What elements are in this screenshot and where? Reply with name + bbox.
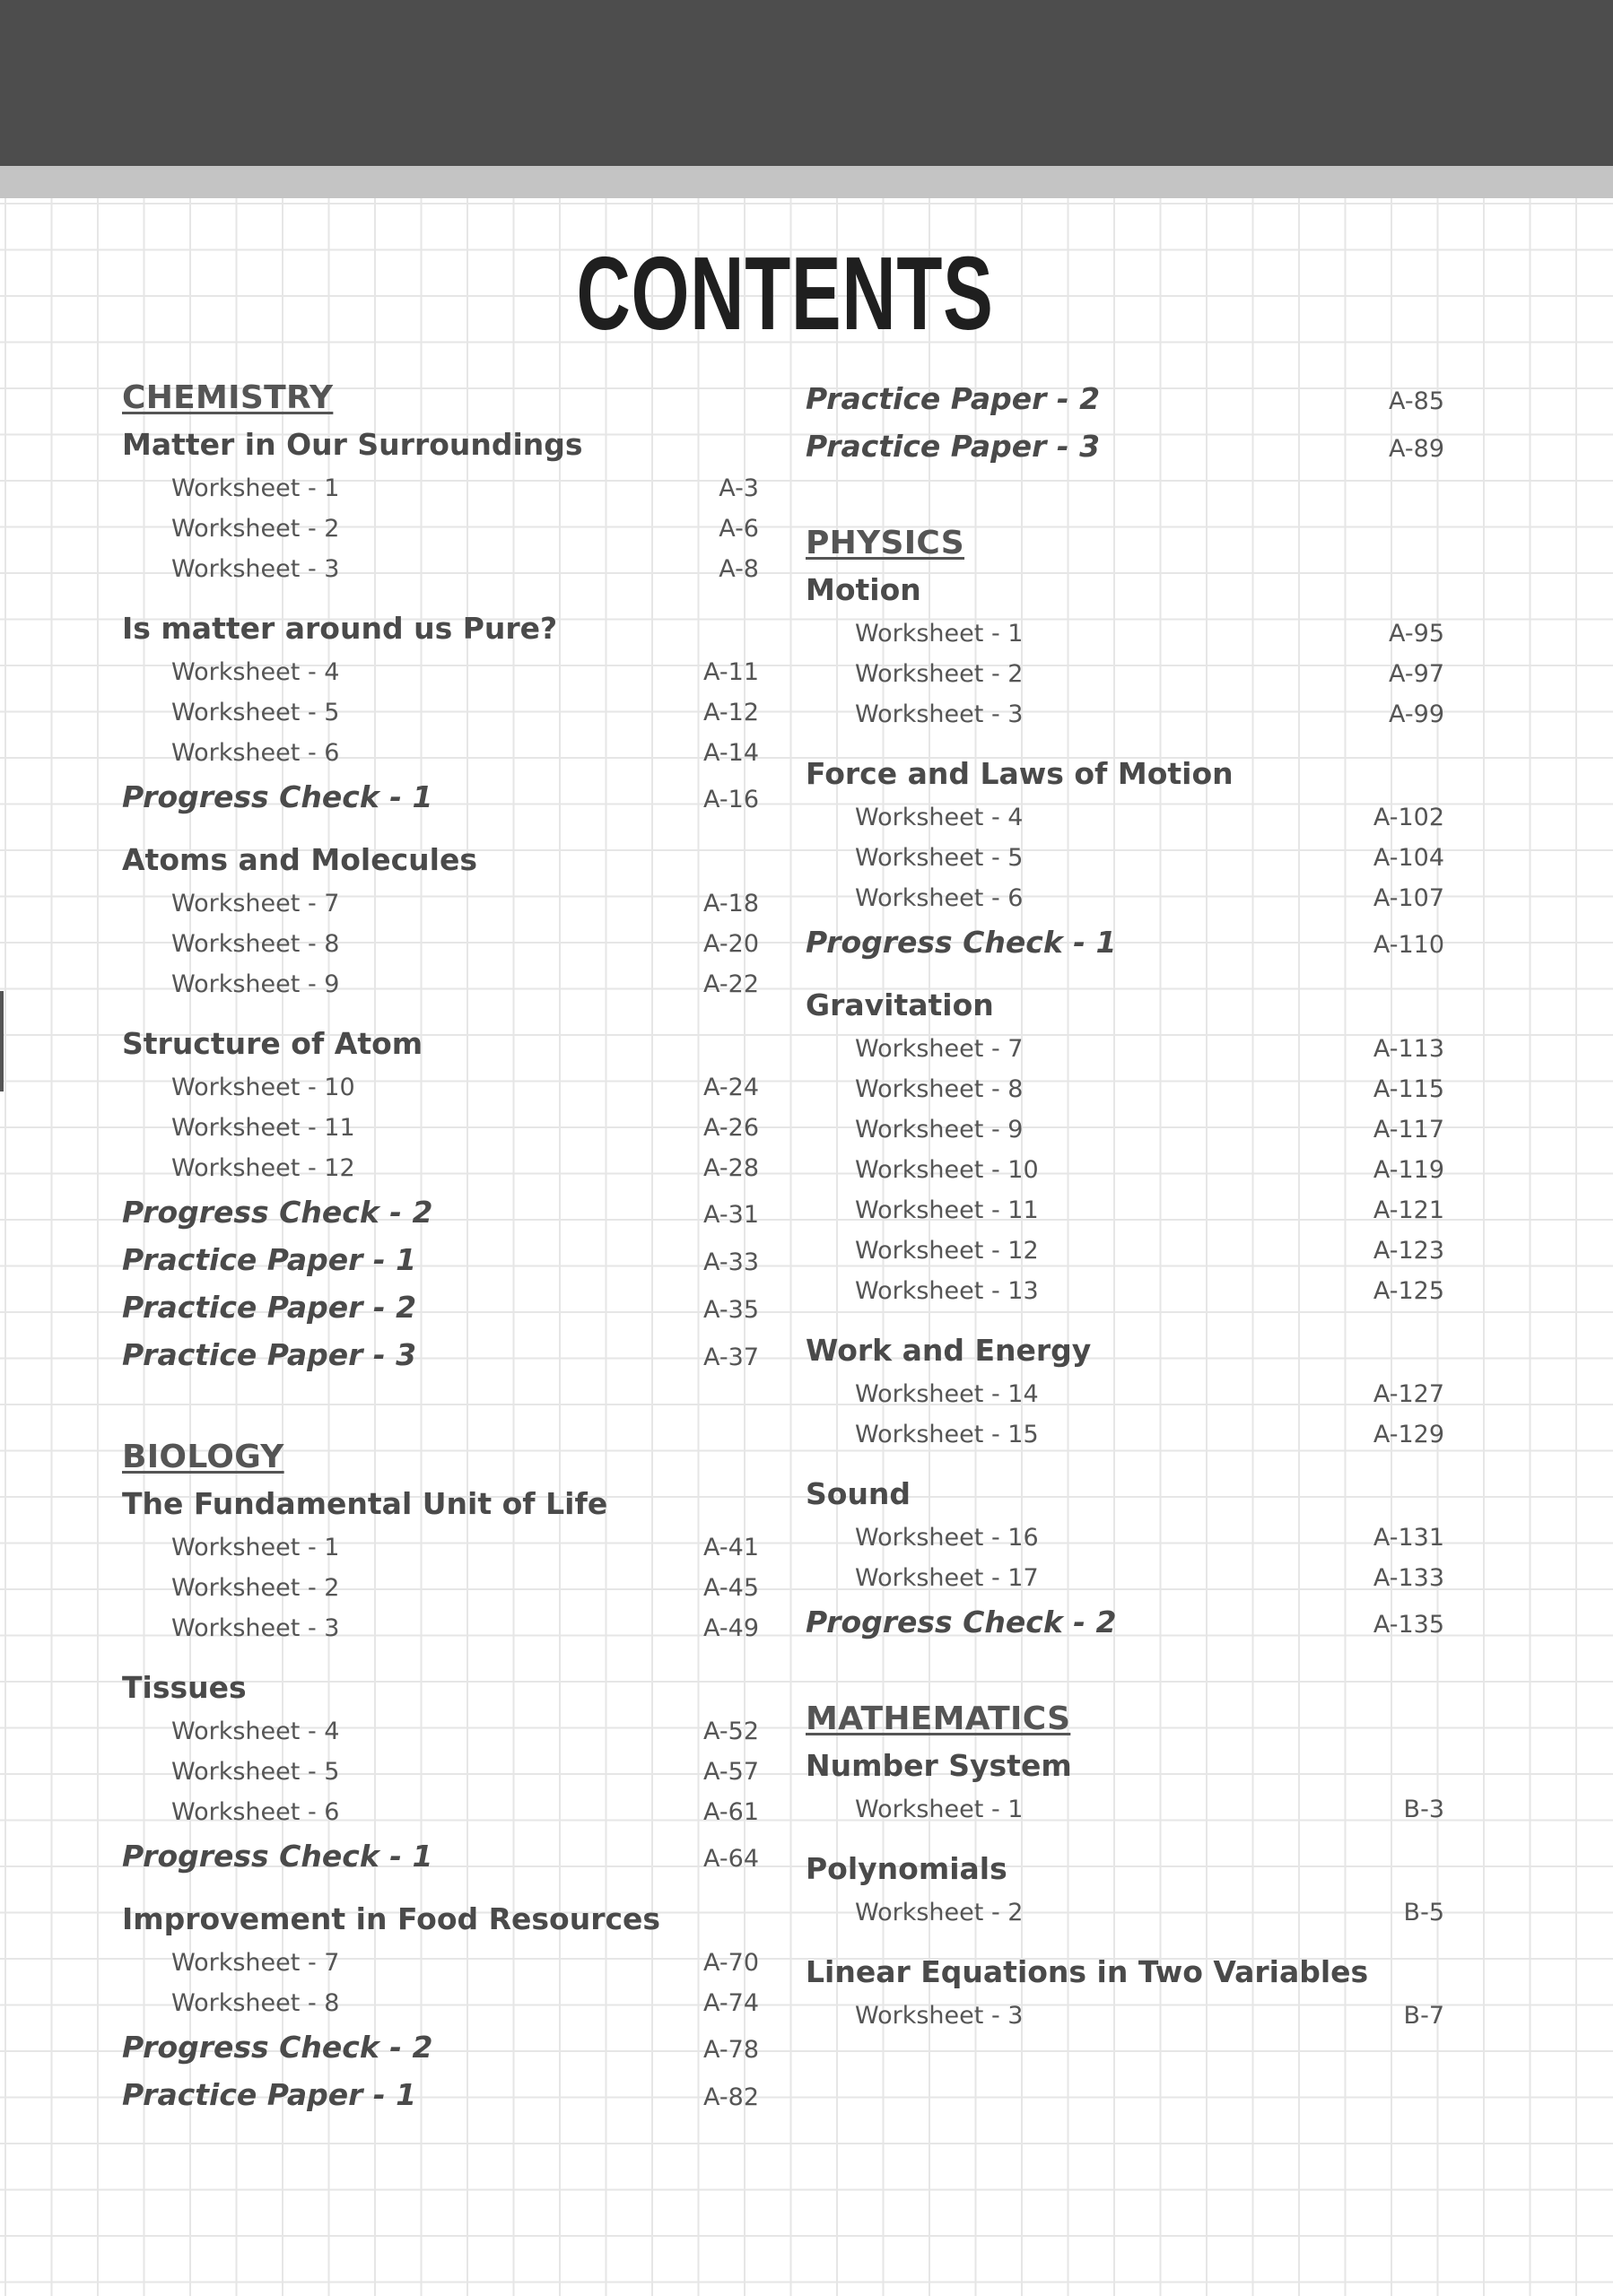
entry-label: Worksheet - 16	[855, 1524, 1039, 1552]
subject-heading-physics[interactable]: PHYSICS	[806, 525, 965, 561]
page-number: A-131	[1373, 1524, 1444, 1552]
contents-column-left	[122, 375, 759, 2118]
toc-entry[interactable]	[122, 1067, 759, 1108]
page-title: CONTENTS	[576, 235, 994, 352]
page-number: A-89	[1389, 435, 1444, 463]
progress-check-entry[interactable]	[122, 1188, 759, 1236]
entry-label: Worksheet - 12	[171, 1154, 355, 1182]
toc-entry[interactable]	[806, 694, 1444, 735]
chapter-title[interactable]: Linear Equations in Two Variables	[806, 1954, 1369, 1989]
chapter-title[interactable]: Is matter around us Pure?	[122, 611, 558, 646]
chapter-title[interactable]: Polynomials	[806, 1851, 1007, 1886]
toc-entry[interactable]	[122, 1792, 759, 1832]
toc-entry[interactable]	[122, 509, 759, 549]
page-number: A-41	[703, 1534, 759, 1561]
entry-label: Worksheet - 6	[171, 739, 340, 767]
page-number: A-45	[703, 1574, 759, 1602]
page-number: A-52	[703, 1718, 759, 1745]
toc-entry[interactable]	[806, 1518, 1444, 1558]
page-number: A-135	[1373, 1611, 1444, 1639]
entry-label: Worksheet - 2	[855, 660, 1024, 688]
entry-label: Worksheet - 2	[171, 515, 340, 543]
entry-label: Worksheet - 1	[855, 620, 1024, 648]
page-number: A-16	[703, 786, 759, 813]
toc-entry[interactable]	[806, 1069, 1444, 1109]
subject-heading-mathematics[interactable]: MATHEMATICS	[806, 1700, 1071, 1737]
page-number: A-35	[703, 1296, 759, 1324]
entry-label: Worksheet - 6	[855, 884, 1024, 912]
page-number: A-104	[1373, 844, 1444, 872]
progress-check-entry[interactable]	[806, 918, 1444, 966]
toc-entry[interactable]	[122, 883, 759, 924]
toc-entry[interactable]	[122, 549, 759, 589]
chapter-title[interactable]: Structure of Atom	[122, 1026, 423, 1061]
entry-label: Worksheet - 1	[171, 1534, 340, 1561]
toc-entry[interactable]	[806, 1892, 1444, 1933]
page-number: A-110	[1373, 931, 1444, 959]
page-number: A-74	[703, 1989, 759, 2017]
entry-label: Progress Check - 1	[122, 1839, 433, 1874]
page-number: A-123	[1373, 1237, 1444, 1265]
toc-entry[interactable]	[806, 1374, 1444, 1414]
toc-entry[interactable]	[122, 964, 759, 1004]
page-number: A-33	[703, 1248, 759, 1276]
toc-entry[interactable]	[806, 1231, 1444, 1271]
entry-label: Worksheet - 15	[855, 1421, 1039, 1448]
page-number: A-22	[703, 970, 759, 998]
chapter-title[interactable]: Number System	[806, 1748, 1072, 1783]
entry-label: Worksheet - 17	[855, 1564, 1039, 1592]
entry-label: Worksheet - 4	[855, 804, 1024, 831]
entry-label: Worksheet - 4	[171, 1718, 340, 1745]
toc-entry[interactable]	[806, 1558, 1444, 1598]
progress-check-entry[interactable]	[122, 2023, 759, 2071]
toc-entry[interactable]	[122, 1711, 759, 1752]
toc-entry[interactable]	[122, 652, 759, 692]
entry-label: Worksheet - 7	[855, 1035, 1024, 1063]
entry-label: Worksheet - 13	[855, 1277, 1039, 1305]
page-number: A-14	[703, 739, 759, 767]
entry-label: Worksheet - 14	[855, 1380, 1039, 1408]
page-number: A-78	[703, 2036, 759, 2064]
toc-entry[interactable]	[806, 797, 1444, 838]
page-number: A-115	[1373, 1075, 1444, 1103]
entry-label: Worksheet - 8	[171, 1989, 340, 2017]
toc-entry[interactable]	[806, 1190, 1444, 1231]
entry-label: Worksheet - 3	[855, 700, 1024, 728]
entry-label: Practice Paper - 2	[122, 1290, 417, 1325]
entry-label: Progress Check - 1	[806, 925, 1117, 960]
page-number: A-82	[703, 2083, 759, 2111]
page-number: A-31	[703, 1201, 759, 1229]
toc-entry[interactable]	[806, 1789, 1444, 1830]
page-number: A-99	[1389, 700, 1444, 728]
entry-label: Worksheet - 2	[171, 1574, 340, 1602]
page-number: A-37	[703, 1344, 759, 1371]
toc-entry[interactable]	[806, 654, 1444, 694]
subject-heading-chemistry[interactable]: CHEMISTRY	[122, 379, 334, 416]
page-number: A-61	[703, 1798, 759, 1826]
entry-label: Practice Paper - 3	[122, 1337, 417, 1372]
entry-label: Worksheet - 8	[855, 1075, 1024, 1103]
chapter-title[interactable]: Motion	[806, 572, 921, 607]
toc-entry[interactable]	[806, 1029, 1444, 1069]
practice-paper-entry[interactable]	[122, 1236, 759, 1283]
practice-paper-entry[interactable]	[122, 1331, 759, 1378]
page-number: A-85	[1389, 387, 1444, 415]
toc-entry[interactable]	[806, 838, 1444, 878]
entry-label: Worksheet - 4	[171, 658, 340, 686]
toc-entry[interactable]	[122, 1148, 759, 1188]
toc-entry[interactable]	[806, 1150, 1444, 1190]
entry-label: Progress Check - 2	[122, 1195, 433, 1230]
entry-label: Worksheet - 2	[855, 1899, 1024, 1926]
entry-label: Worksheet - 1	[855, 1796, 1024, 1823]
entry-label: Worksheet - 6	[171, 1798, 340, 1826]
entry-label: Worksheet - 7	[171, 1949, 340, 1977]
chapter-title[interactable]: Work and Energy	[806, 1333, 1092, 1368]
toc-entry[interactable]	[122, 1943, 759, 1983]
entry-label: Worksheet - 3	[855, 2002, 1024, 2030]
entry-label: Worksheet - 5	[171, 699, 340, 726]
entry-label: Worksheet - 11	[855, 1196, 1039, 1224]
practice-paper-entry[interactable]	[122, 1283, 759, 1331]
toc-entry[interactable]	[122, 1568, 759, 1608]
entry-label: Worksheet - 3	[171, 1614, 340, 1642]
entry-label: Progress Check - 2	[122, 2030, 433, 2065]
page-number: A-64	[703, 1845, 759, 1873]
chapter-title[interactable]: Force and Laws of Motion	[806, 756, 1234, 791]
entry-label: Practice Paper - 1	[122, 2077, 417, 2112]
page-number: A-3	[719, 474, 759, 502]
entry-label: Worksheet - 11	[171, 1114, 355, 1142]
progress-check-entry[interactable]	[806, 1598, 1444, 1646]
entry-label: Progress Check - 1	[122, 779, 433, 814]
toc-entry[interactable]	[122, 468, 759, 509]
progress-check-entry[interactable]	[122, 773, 759, 821]
chapter-title[interactable]: Gravitation	[806, 987, 994, 1022]
entry-label: Worksheet - 7	[171, 890, 340, 918]
toc-entry[interactable]	[122, 1527, 759, 1568]
practice-paper-entry[interactable]	[806, 422, 1444, 470]
entry-label: Worksheet - 1	[171, 474, 340, 502]
page-number: B-3	[1403, 1796, 1444, 1823]
entry-label: Practice Paper - 2	[806, 381, 1101, 416]
entry-label: Practice Paper - 1	[122, 1242, 417, 1277]
chapter-title[interactable]: Tissues	[122, 1670, 247, 1705]
toc-entry[interactable]	[806, 1414, 1444, 1455]
header-stripe	[0, 166, 1613, 198]
page-number: A-49	[703, 1614, 759, 1642]
toc-entry[interactable]	[122, 1983, 759, 2023]
page-number: A-117	[1373, 1116, 1444, 1144]
toc-entry[interactable]	[806, 1271, 1444, 1311]
page-number: A-57	[703, 1758, 759, 1786]
page-number: A-95	[1389, 620, 1444, 648]
contents-column-right	[806, 375, 1444, 2036]
toc-entry[interactable]	[122, 733, 759, 773]
header-band	[0, 0, 1613, 166]
toc-entry[interactable]	[122, 1752, 759, 1792]
chapter-title[interactable]: Improvement in Food Resources	[122, 1901, 661, 1936]
page-number: A-12	[703, 699, 759, 726]
page-number: A-18	[703, 890, 759, 918]
subject-heading-biology[interactable]: BIOLOGY	[122, 1439, 284, 1475]
entry-label: Worksheet - 3	[171, 555, 340, 583]
entry-label: Worksheet - 5	[855, 844, 1024, 872]
toc-entry[interactable]	[806, 1996, 1444, 2036]
practice-paper-entry[interactable]	[806, 375, 1444, 422]
page-number: A-133	[1373, 1564, 1444, 1592]
entry-label: Worksheet - 10	[855, 1156, 1039, 1184]
chapter-title[interactable]: Sound	[806, 1476, 911, 1511]
toc-entry[interactable]	[806, 613, 1444, 654]
entry-label: Progress Check - 2	[806, 1605, 1117, 1639]
page-number: B-5	[1403, 1899, 1444, 1926]
toc-entry[interactable]	[806, 878, 1444, 918]
page-number: A-26	[703, 1114, 759, 1142]
entry-label: Worksheet - 12	[855, 1237, 1039, 1265]
page-number: A-121	[1373, 1196, 1444, 1224]
page-number: A-28	[703, 1154, 759, 1182]
page-number: A-119	[1373, 1156, 1444, 1184]
page-number: B-7	[1403, 2002, 1444, 2030]
entry-label: Worksheet - 9	[855, 1116, 1024, 1144]
page-number: A-20	[703, 930, 759, 958]
entry-label: Worksheet - 10	[171, 1074, 355, 1101]
entry-label: Worksheet - 9	[171, 970, 340, 998]
page-edge-mark	[0, 991, 4, 1091]
page-number: A-97	[1389, 660, 1444, 688]
page-number: A-129	[1373, 1421, 1444, 1448]
progress-check-entry[interactable]	[122, 1832, 759, 1880]
chapter-title[interactable]: Matter in Our Surroundings	[122, 427, 583, 462]
entry-label: Practice Paper - 3	[806, 429, 1101, 464]
page-number: A-102	[1373, 804, 1444, 831]
toc-entry[interactable]	[122, 692, 759, 733]
page-number: A-125	[1373, 1277, 1444, 1305]
page-number: A-8	[719, 555, 759, 583]
entry-label: Worksheet - 5	[171, 1758, 340, 1786]
page-number: A-127	[1373, 1380, 1444, 1408]
toc-entry[interactable]	[806, 1109, 1444, 1150]
page-number: A-70	[703, 1949, 759, 1977]
practice-paper-entry[interactable]	[122, 2071, 759, 2118]
toc-entry[interactable]	[122, 1608, 759, 1648]
entry-label: Worksheet - 8	[171, 930, 340, 958]
page-number: A-11	[703, 658, 759, 686]
page-number: A-6	[719, 515, 759, 543]
toc-entry[interactable]	[122, 924, 759, 964]
toc-entry[interactable]	[122, 1108, 759, 1148]
page-number: A-113	[1373, 1035, 1444, 1063]
page-number: A-24	[703, 1074, 759, 1101]
chapter-title[interactable]: The Fundamental Unit of Life	[122, 1486, 608, 1521]
page-number: A-107	[1373, 884, 1444, 912]
chapter-title[interactable]: Atoms and Molecules	[122, 842, 477, 877]
